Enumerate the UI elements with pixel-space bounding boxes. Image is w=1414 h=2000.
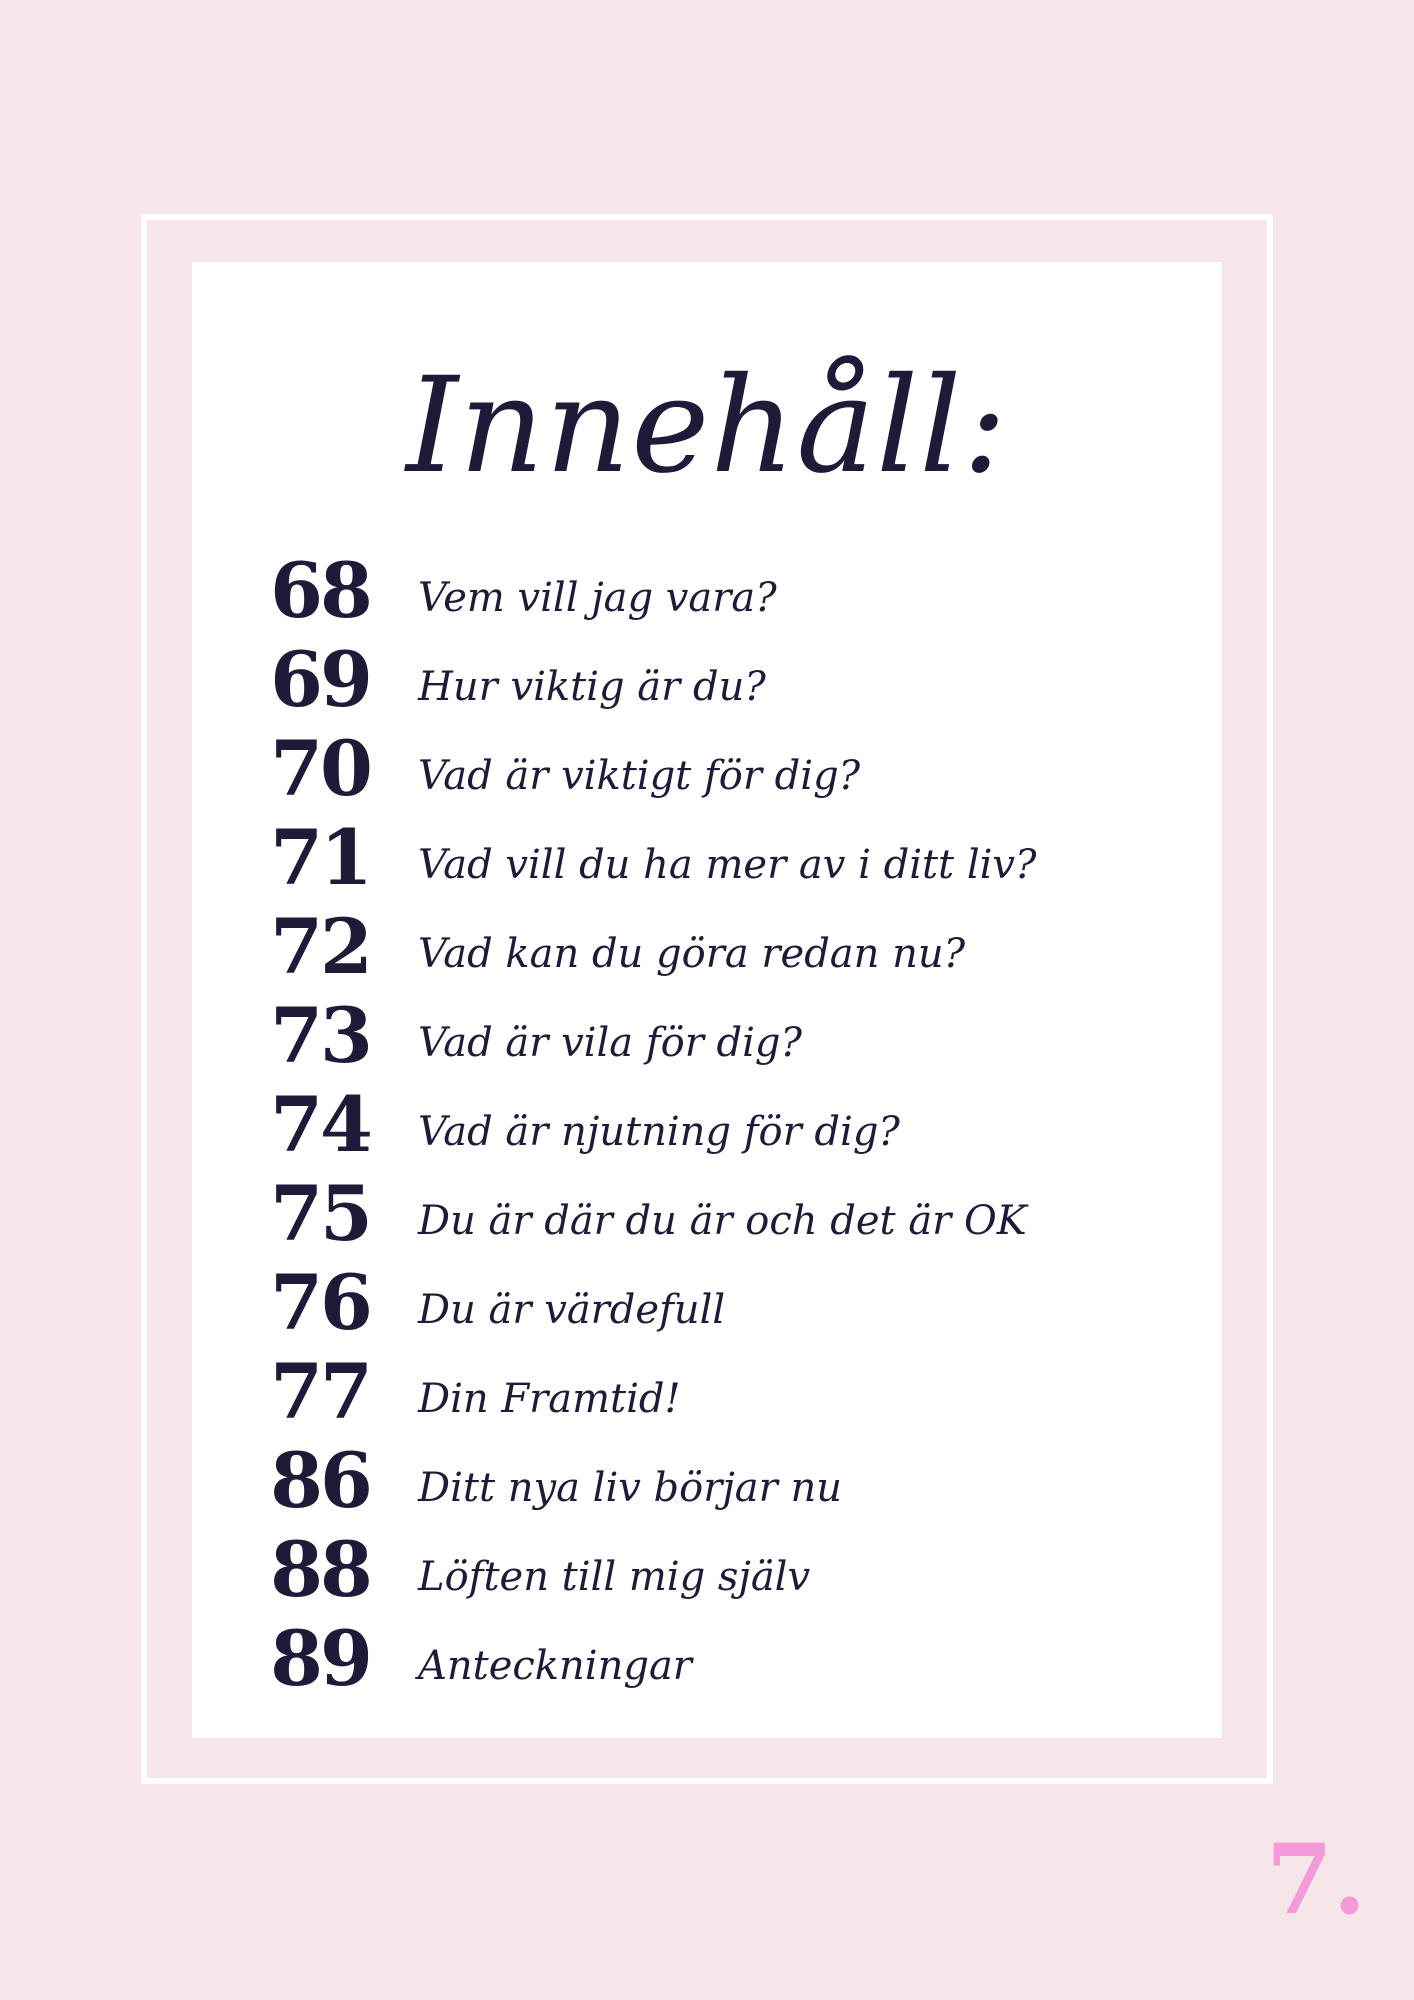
toc-entry-title: Du är värdefull: [418, 1286, 726, 1333]
toc-entry-title: Vad kan du göra redan nu?: [418, 930, 966, 977]
page-title: Innehåll:: [406, 349, 1008, 503]
toc-page-number: 89: [270, 1613, 370, 1703]
toc-page-number: 77: [270, 1346, 370, 1436]
toc-page-number: 72: [270, 901, 370, 991]
table-of-contents: [270, 546, 1070, 1703]
toc-page-number: 69: [270, 634, 370, 724]
toc-page-number: 71: [270, 812, 370, 902]
toc-entry-title: Ditt nya liv börjar nu: [418, 1464, 842, 1511]
toc-entry-title: Du är där du är och det är OK: [418, 1197, 1027, 1244]
toc-entry-title: Vad är viktigt för dig?: [418, 752, 861, 799]
toc-entry-title: Vad är njutning för dig?: [418, 1108, 900, 1155]
toc-page-number: 75: [270, 1168, 370, 1258]
toc-entry: [270, 813, 1070, 902]
toc-page-number: 74: [270, 1079, 370, 1169]
toc-entry: [270, 546, 1070, 635]
toc-entry: [270, 1525, 1070, 1614]
toc-page-number: 68: [270, 545, 370, 635]
toc-entry: [270, 1436, 1070, 1525]
toc-entry: [270, 1169, 1070, 1258]
page-number: 7.: [1266, 1823, 1367, 1936]
toc-entry: [270, 724, 1070, 813]
toc-entry-title: Vem vill jag vara?: [418, 574, 777, 621]
toc-entry: [270, 902, 1070, 991]
toc-entry: [270, 1080, 1070, 1169]
toc-entry: [270, 1614, 1070, 1703]
toc-entry: [270, 635, 1070, 724]
toc-entry: [270, 991, 1070, 1080]
toc-entry-title: Hur viktig är du?: [418, 663, 766, 710]
toc-entry-title: Vad är vila för dig?: [418, 1019, 802, 1066]
toc-entry-title: Anteckningar: [418, 1642, 692, 1689]
toc-page-number: 73: [270, 990, 370, 1080]
toc-entry-title: Din Framtid!: [418, 1375, 681, 1422]
toc-entry: [270, 1347, 1070, 1436]
toc-page-number: 76: [270, 1257, 370, 1347]
toc-entry-title: Löften till mig själv: [418, 1553, 811, 1600]
toc-page-number: 88: [270, 1524, 370, 1614]
toc-entry: [270, 1258, 1070, 1347]
toc-entry-title: Vad vill du ha mer av i ditt liv?: [418, 841, 1037, 888]
toc-page-number: 70: [270, 723, 370, 813]
toc-page-number: 86: [270, 1435, 370, 1525]
